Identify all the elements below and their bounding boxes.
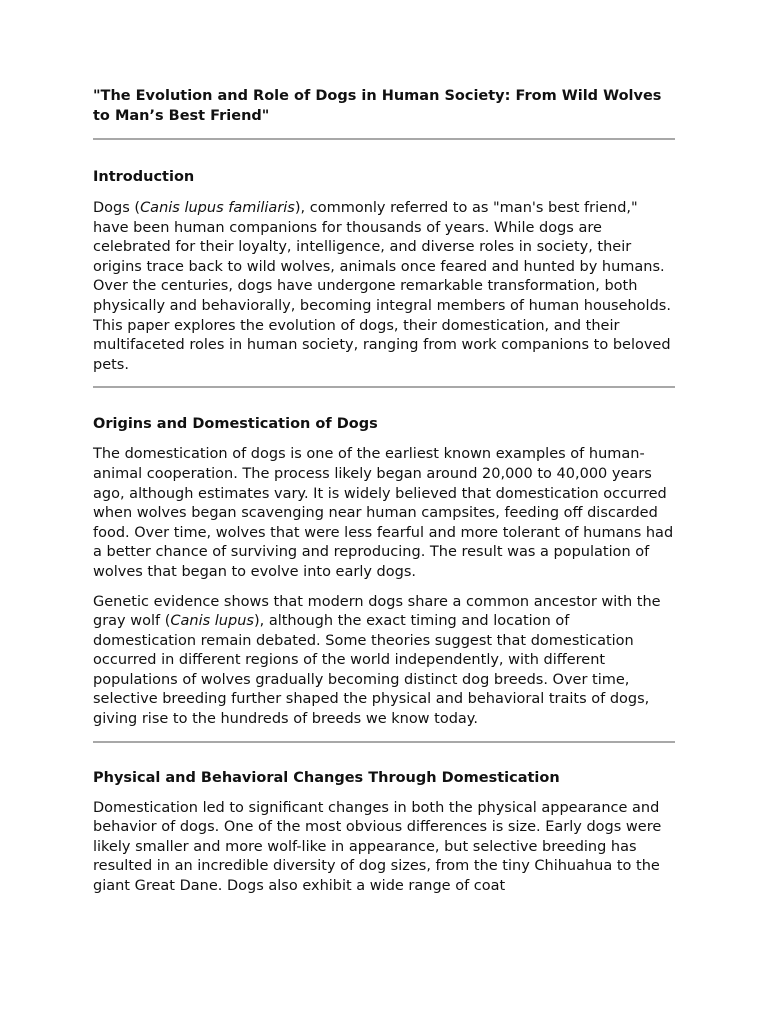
origins-text-before: Genetic evidence shows that modern dogs share a common ancestor with the gray wolf (: [93, 593, 661, 630]
section-heading-origins: Origins and Domestication of Dogs: [93, 416, 378, 433]
section-heading-physical-behavioral: Physical and Behavioral Changes Through Domestication: [93, 769, 560, 786]
section-heading-introduction: Introduction: [93, 169, 195, 185]
origins-paragraph-1: The domestication of dogs is one of the earliest known examples of human-animal cooperation. The process likely began around 20,000 to 40,000 years ago, although estimates vary. It is widely believed that domestication occurred when wolves began scavenging near human campsites, feeding off discarded food. Over time, wolves that were less fearful and more tolerant of humans had a better chance of surviving and reproducing. The result was a population of wolves that began to evolve into early dogs.: [93, 446, 674, 580]
document-title: "The Evolution and Role of Dogs in Human Society: From Wild Wolves to Man’s Best Friend": [93, 88, 662, 124]
introduction-paragraph: [93, 199, 675, 375]
section-divider-2: [93, 741, 675, 743]
introduction-text-before: Dogs (: [93, 200, 141, 216]
introduction-text-after: ), commonly referred to as "man's best friend," have been human companions for thousands of years. While dogs are celebrated for their loyalty, intelligence, and diverse roles in society, their origins trace back to wild wolves, animals once feared and hunted by humans. Over the centuries, dogs have undergone remarkable transformation, both physically and behaviorally, becoming integral members of human households. This paper explores the evolution of dogs, their domestication, and their multifaceted roles in human society, ranging from work companions to beloved pets.: [93, 200, 671, 373]
origins-text-after: ), although the exact timing and location of domestication remain debated. Some theories suggest that domestication occurred in different regions of the world independently, with different populations of wolves gradually becoming distinct dog breeds. Over time, selective breeding further shaped the physical and behavioral traits of dogs, giving rise to the hundreds of breeds we know today.: [93, 613, 650, 728]
title-divider: [93, 138, 675, 140]
origins-paragraph-2: [93, 593, 675, 730]
section-divider-1: [93, 386, 675, 388]
scientific-name: Canis lupus familiaris: [140, 200, 295, 216]
scientific-name: Canis lupus: [170, 613, 254, 630]
physical-behavioral-paragraph: Domestication led to significant changes in both the physical appearance and behavior of dogs. One of the most obvious differences is size. Early dogs were likely smaller and more wolf-like in appearance, but selective breeding has resulted in an incredible diversity of dog sizes, from the tiny Chihuahua to the giant Great Dane. Dogs also exhibit a wide range of coat: [93, 799, 662, 895]
